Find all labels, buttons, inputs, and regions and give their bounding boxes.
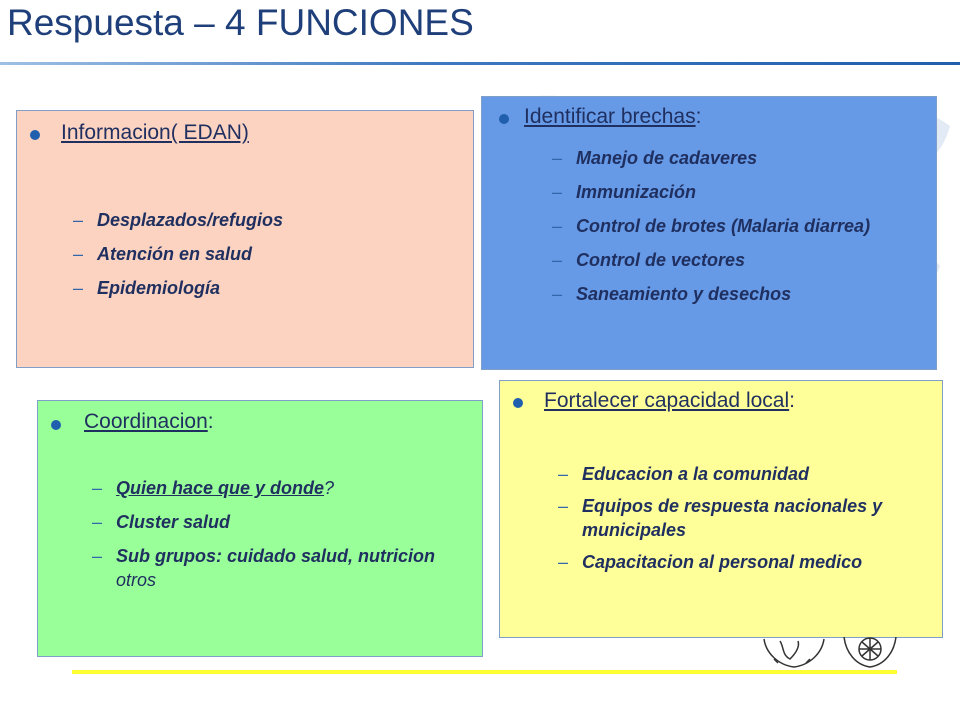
list-item: – Immunización [552,182,697,202]
brechas-heading: Identificar brechas: [524,105,702,128]
list-item: – Educacion a la comunidad [558,464,810,484]
coordinacion-box [37,400,483,657]
coord-list [92,476,452,592]
bottom-yellow-line [72,670,897,674]
info-heading: Informacion( EDAN) [61,121,249,144]
list-item: – Sub grupos: cuidado salud, nutricion otros [92,546,435,590]
list-item: – Cluster salud [92,512,231,532]
bullet-icon [51,420,61,430]
emblems [760,633,920,669]
un-emblem-icon [844,637,896,667]
fortalecer-list [558,462,888,574]
info-list [73,208,453,300]
list-item: – Capacitacion al personal medico [558,552,863,572]
bullet-icon [499,114,509,124]
list-item: – Manejo de cadaveres [552,148,758,168]
list-item: – Control de vectores [552,250,746,270]
paho-emblem-icon [764,639,824,667]
bullet-icon [513,398,523,408]
fortalecer-heading: Fortalecer capacidad local: [544,389,795,412]
list-item: – Equipos de respuesta nacionales y municipales [558,496,883,540]
slide-title: Respuesta – 4 FUNCIONES [7,2,474,43]
bullet-icon [30,130,40,140]
fortalecer-box [499,380,943,638]
title-underline [0,62,960,65]
list-item: – Quien hace que y donde? [92,478,335,498]
info-box [16,110,474,368]
coord-heading: Coordinacion: [84,410,214,433]
list-item: – Desplazados/refugios [73,210,284,230]
list-item: – Saneamiento y desechos [552,284,792,304]
list-item: – Epidemiología [73,278,221,298]
list-item: – Control de brotes (Malaria diarrea) [552,216,871,236]
brechas-box [481,96,937,370]
list-item: – Atención en salud [73,244,253,264]
brechas-list [552,146,882,306]
